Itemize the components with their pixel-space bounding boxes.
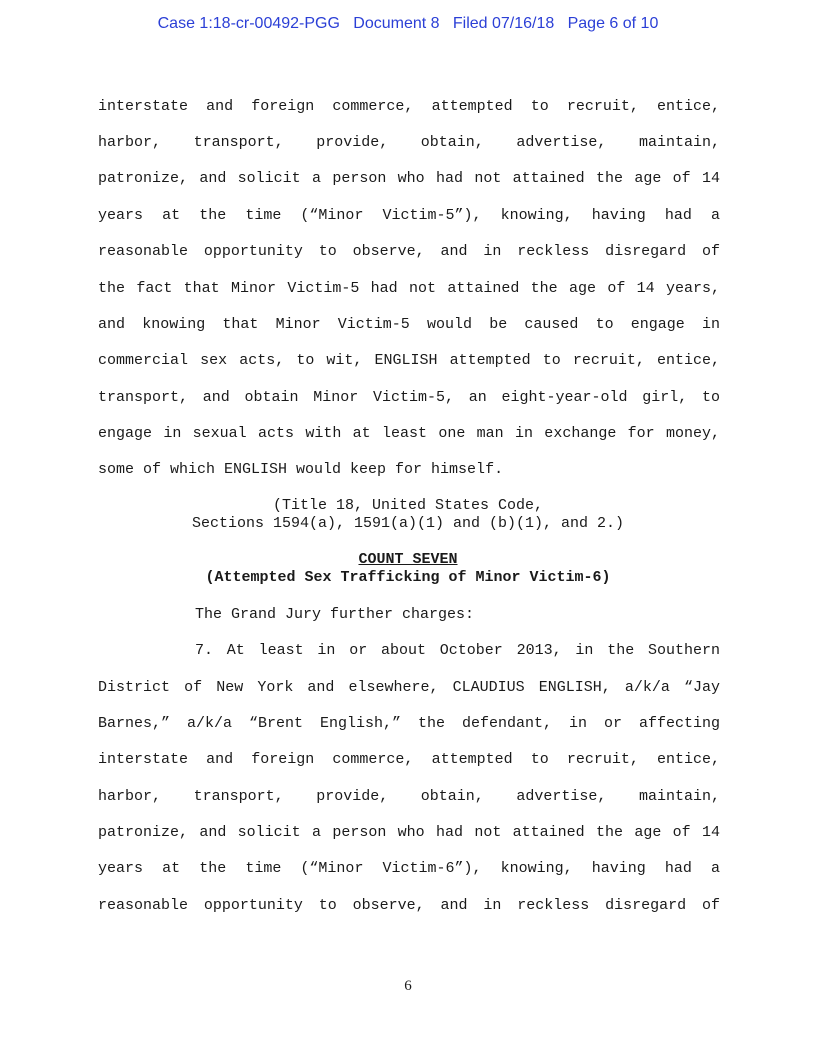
text-line: some of which ENGLISH would keep for himself. — [98, 461, 504, 478]
text-line: the fact that Minor Victim-5 had not attained the age of 14 years, — [98, 280, 720, 297]
text-line: engage in sexual acts with at least one man in exchange for money, — [98, 425, 720, 442]
text-line: transport, and obtain Minor Victim-5, an eight-year-old girl, to — [98, 389, 720, 406]
text-line: Barnes,” a/k/a “Brent English,” the defendant, in or affecting — [98, 715, 720, 732]
text-line: 7. At least in or about October 2013, in the Southern — [195, 642, 720, 659]
text-line: patronize, and solicit a person who had not attained the age of 14 — [98, 170, 720, 187]
page-number: 6 — [404, 978, 412, 994]
text-line: and knowing that Minor Victim-5 would be caused to engage in — [98, 316, 720, 333]
case-header: Case 1:18-cr-00492-PGG Document 8 Filed 07/16/18 Page 6 of 10 — [157, 15, 659, 32]
text-line: patronize, and solicit a person who had not attained the age of 14 — [98, 824, 720, 841]
text-line: reasonable opportunity to observe, and in reckless disregard of — [98, 243, 720, 260]
grand-jury-statement: The Grand Jury further charges: — [195, 606, 475, 623]
text-line: District of New York and elsewhere, CLAUDIUS ENGLISH, a/k/a “Jay — [98, 679, 720, 696]
citation-line: Sections 1594(a), 1591(a)(1) and (b)(1), and 2.) — [191, 515, 625, 532]
count-title: COUNT SEVEN — [358, 551, 458, 568]
count-subtitle: (Attempted Sex Trafficking of Minor Victim-6) — [205, 569, 611, 586]
text-line: harbor, transport, provide, obtain, advertise, maintain, — [98, 788, 720, 805]
citation-line: (Title 18, United States Code, — [272, 497, 544, 514]
text-line: interstate and foreign commerce, attempted to recruit, entice, — [98, 98, 720, 115]
text-line: years at the time (“Minor Victim-5”), knowing, having had a — [98, 207, 720, 224]
text-line: years at the time (“Minor Victim-6”), knowing, having had a — [98, 860, 720, 877]
text-line: commercial sex acts, to wit, ENGLISH attempted to recruit, entice, — [98, 352, 720, 369]
text-line: reasonable opportunity to observe, and in reckless disregard of — [98, 897, 720, 914]
text-line: interstate and foreign commerce, attempted to recruit, entice, — [98, 751, 720, 768]
text-line: harbor, transport, provide, obtain, advertise, maintain, — [98, 134, 720, 151]
